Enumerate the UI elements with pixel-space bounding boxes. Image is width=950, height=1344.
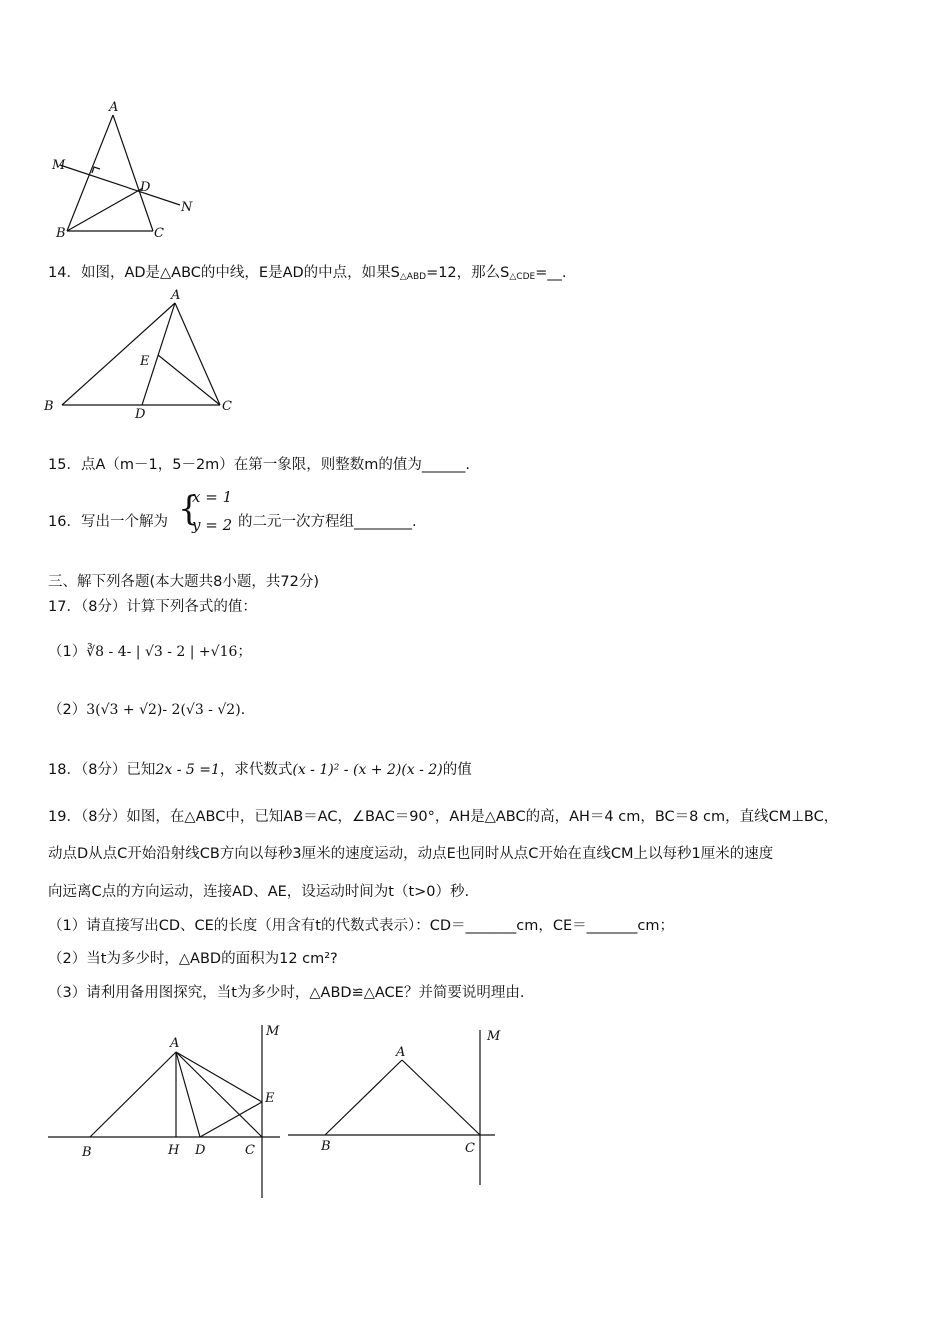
label-a: A (171, 288, 181, 303)
question-15: 15．点A（m－1，5－2m）在第一象限，则整数m的值为______. (48, 457, 471, 473)
brace-icon: { (178, 489, 200, 529)
label-d: D (135, 407, 146, 420)
label-b: B (321, 1139, 331, 1154)
label-d: D (140, 180, 151, 195)
question-14: 14．如图，AD是△ABC的中线，E是AD的中点，如果$S_{\triangle ABD}=12$，那么$S_{\triangle CDE}=\_\_$. (48, 265, 567, 282)
label-a: A (170, 1036, 180, 1051)
label-b: B (44, 399, 54, 414)
question-19-sub3: （3）请利用备用图探究，当t为多少时，△ABD≌△ACE？并简要说明理由. (48, 985, 525, 1001)
question-19-sub1: （1）请直接写出CD、CE的长度（用含有t的代数式表示）：CD＝_______cm，CE＝_______cm； (48, 918, 675, 934)
question-19-sub2: （2）当t为多少时，△ABD的面积为12 cm²? (48, 951, 338, 967)
label-e: E (140, 354, 150, 369)
label-n: N (181, 200, 193, 215)
question-19-line3: 向远离C点的方向运动，连接AD、AE，设运动时间为t（t>0）秒. (48, 884, 470, 900)
label-h: H (168, 1143, 180, 1158)
figure-q14 (40, 285, 240, 420)
label-e: E (265, 1091, 275, 1106)
question-17: 17．（8分）计算下列各式的值： (48, 599, 257, 615)
question-18: 18．（8分）已知2x - 5 =1，求代数式(x - 1)² - (x + 2)(x - 2)的值 (48, 762, 472, 778)
label-b: B (56, 226, 66, 241)
section-title: 三、解下列各题(本大题共8小题，共72分) (48, 574, 319, 590)
label-m: M (52, 158, 66, 173)
label-c: C (245, 1143, 255, 1158)
question-17-part2: （2）3(√3 + √2)- 2(√3 - √2). (48, 702, 246, 718)
label-c: C (222, 399, 232, 414)
question-16-suffix: 的二元一次方程组________. (238, 514, 417, 530)
label-m: M (266, 1024, 280, 1039)
label-d: D (195, 1143, 206, 1158)
label-c: C (465, 1141, 475, 1156)
question-17-part1: （1）∛8 - 4- | √3 - 2 | +√16； (48, 644, 252, 660)
label-a: A (109, 100, 119, 115)
figure-q13 (40, 95, 210, 245)
label-c: C (154, 226, 164, 241)
question-19-line2: 动点D从点C开始沿射线CB方向以每秒3厘米的速度运动，动点E也同时从点C开始在直线CM上以每秒1厘米的速度 (48, 846, 774, 862)
label-a: A (396, 1045, 406, 1060)
equation-system: { x = 1 y = 2 (178, 488, 233, 534)
label-b: B (82, 1145, 92, 1160)
label-m: M (487, 1029, 501, 1044)
figure-q19-main (40, 1020, 290, 1205)
question-19-line1: 19．（8分）如图，在△ABC中，已知AB＝AC，∠BAC＝90°，AH是△ABC的高，AH＝4 cm，BC＝8 cm，直线CM⊥BC， (48, 809, 839, 825)
figure-q19-backup (285, 1020, 515, 1190)
question-16: 16．写出一个解为 (48, 514, 168, 530)
